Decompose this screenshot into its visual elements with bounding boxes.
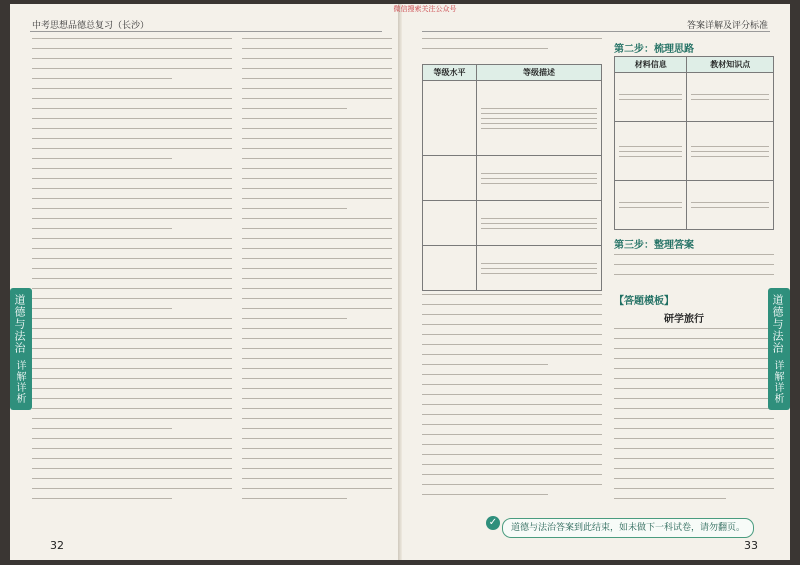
- analysis-table-header-2: 教材知识点: [687, 57, 774, 73]
- left-col1-text: [32, 38, 232, 508]
- left-page-number: 32: [50, 539, 64, 552]
- top-watermark-stamp: 微信搜索关注公众号: [393, 5, 457, 13]
- check-icon: ✓: [486, 516, 500, 530]
- grading-table: [422, 64, 602, 291]
- table-row: [615, 181, 774, 230]
- right-page-number: 33: [744, 539, 758, 552]
- right-col2-text-lower: [614, 328, 774, 508]
- left-side-tab[interactable]: [10, 288, 32, 410]
- right-col1-text-lower: [422, 294, 602, 504]
- section-heading: 研学旅行: [664, 314, 704, 325]
- right-col1-text: [422, 38, 602, 58]
- table-row: [423, 81, 602, 156]
- left-col2-text: [242, 38, 392, 508]
- section-heading: 【答题模板】: [614, 296, 674, 307]
- left-page-header: 中考思想品德总复习（长沙）: [32, 21, 150, 31]
- end-of-section-banner: 道德与法治答案到此结束，如未做下一科试卷，请勿翻页。: [502, 518, 754, 538]
- left-tab-label: 道德与法治: [13, 294, 26, 354]
- left-tab-sublabel: 详解详析: [14, 360, 25, 404]
- analysis-table: [614, 56, 774, 230]
- right-tab-sublabel: 详解详析: [772, 360, 783, 404]
- grading-table-header-1: 等级水平: [423, 65, 477, 81]
- right-col2-text: [614, 254, 774, 284]
- table-row: [423, 246, 602, 291]
- left-header-rule: [30, 31, 382, 32]
- table-row: [615, 122, 774, 181]
- section-heading: 第二步：梳理思路: [614, 44, 694, 55]
- right-page: [402, 4, 790, 560]
- right-page-header: 答案详解及评分标准: [686, 21, 768, 31]
- left-page: [10, 4, 402, 560]
- right-tab-label: 道德与法治: [771, 294, 784, 354]
- right-side-tab[interactable]: [768, 288, 790, 410]
- section-heading: 第三步：整理答案: [614, 240, 694, 251]
- table-row: [615, 73, 774, 122]
- book-spread: [10, 4, 790, 560]
- table-row: [423, 201, 602, 246]
- analysis-table-header-1: 材料信息: [615, 57, 687, 73]
- right-header-rule: [422, 31, 770, 32]
- table-row: [423, 156, 602, 201]
- grading-table-header-2: 等级描述: [477, 65, 602, 81]
